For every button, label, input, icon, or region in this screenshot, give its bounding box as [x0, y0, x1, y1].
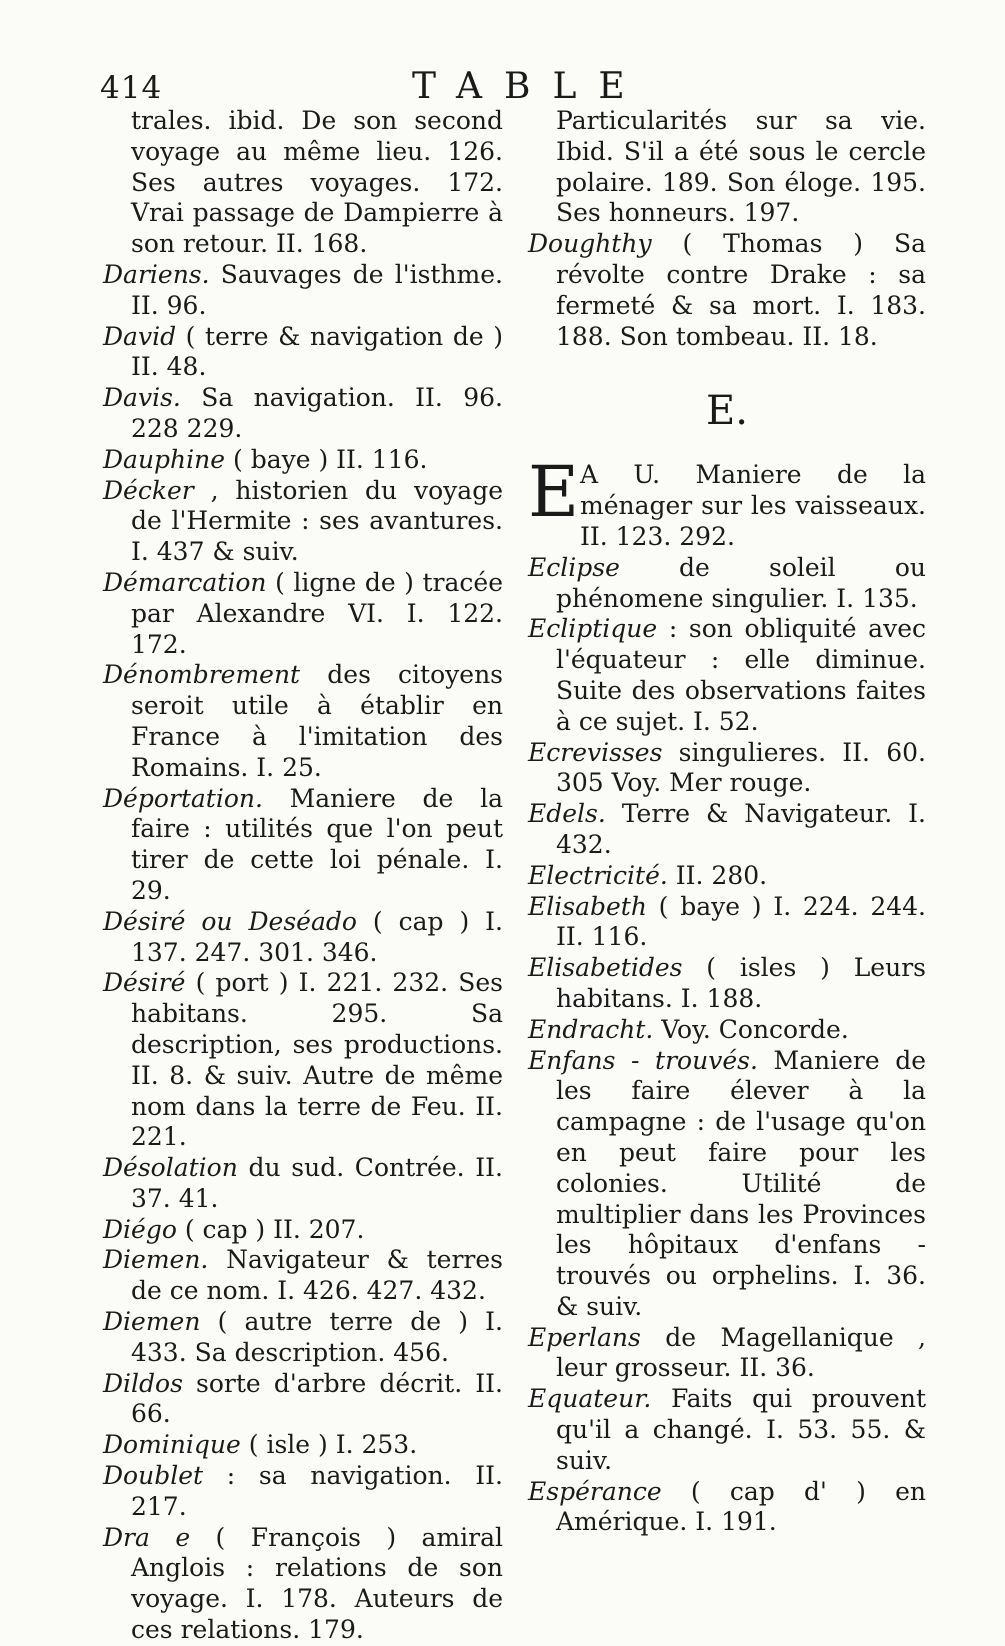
index-entry [528, 738, 926, 800]
index-entry [528, 1323, 926, 1385]
index-entry [528, 1477, 926, 1539]
index-entry [528, 1384, 926, 1476]
entry-term: Dominique [103, 1430, 241, 1460]
entry-term: Diemen. [103, 1245, 209, 1275]
entry-references: des citoyens seroit utile à établir en France à l'imitation des Romains. I. 25. [131, 660, 503, 782]
index-entry [528, 892, 926, 954]
dropcap-entry-text: A U. Maniere de la ménager sur les vaisseaux. II. 123. 292. [580, 460, 926, 551]
entry-references: ( Thomas ) Sa révolte contre Drake : sa fermeté & sa mort. I. 183. 188. Son tombeau. II. 18. [556, 229, 926, 351]
index-entry [103, 1215, 503, 1246]
entry-references: , historien du voyage de l'Hermite : ses avantures. I. 437 & suiv. [131, 475, 503, 567]
entry-references: ( François ) amiral Anglois : relations de son voyage. I. 178. Auteurs de ces relations. 179. [131, 1522, 503, 1645]
entry-term: Doublet [103, 1461, 204, 1491]
entry-term: Elisabeth [528, 891, 647, 921]
entry-references: ( ligne de ) tracée par Alexandre VI. I. 122. 172. [131, 567, 503, 659]
entry-references: ( port ) I. 221. 232. Ses habitans. 295. Sa description, ses productions. II. 8. & suiv. Autre de même nom dans la terre de Feu. II. 221. [131, 968, 503, 1152]
index-entry [103, 1430, 503, 1461]
entry-references: : son obliquité avec l'équateur : elle diminue. Suite des observations faites à ce sujet. I. 52. [556, 614, 926, 736]
index-entry [103, 784, 503, 907]
index-entry [103, 260, 503, 322]
entry-references: Terre & Navigateur. I. 432. [556, 799, 926, 859]
index-entry [103, 1245, 503, 1307]
entry-references: ( autre terre de ) I. 433. Sa description. 456. [131, 1307, 503, 1367]
entry-references: de Magellanique , leur grosseur. II. 36. [556, 1322, 926, 1383]
entry-term: Dariens. [103, 259, 210, 289]
entry-term: Electricité. [528, 860, 668, 890]
entry-term: Dénombrement [103, 660, 301, 690]
index-entry [103, 383, 503, 445]
entry-references: ( baye ) I. 224. 244. II. 116. [556, 891, 926, 952]
entry-term: Elisabetides [528, 953, 683, 983]
entry-term: Davis. [103, 383, 181, 413]
index-entry [528, 1046, 926, 1323]
entry-references: Maniere de la faire : utilités que l'on peut tirer de cette loi pénale. I. 29. [131, 783, 503, 905]
right-column [528, 106, 926, 1538]
section-letter-heading: E. [706, 388, 748, 435]
page-header [0, 66, 1005, 110]
index-entry [528, 229, 926, 352]
entry-references: singulieres. II. 60. 305 Voy. Mer rouge. [556, 737, 926, 798]
entry-references: ( isle ) I. 253. [240, 1430, 418, 1460]
index-entry [103, 1461, 503, 1523]
index-entries-right-e [528, 553, 926, 1539]
entry-references: Sa navigation. II. 96. 228 229. [131, 383, 503, 443]
page-number: 414 [100, 70, 163, 106]
index-entry [528, 1015, 926, 1046]
index-entry [528, 799, 926, 861]
entry-term: Ecrevisses [528, 737, 663, 767]
entry-references: Navigateur & terres de ce nom. I. 426. 427. 432. [131, 1245, 503, 1306]
index-entry [103, 322, 503, 384]
entry-references: Sauvages de l'isthme. II. 96. [131, 259, 503, 320]
continuation-text: Particularités sur sa vie. Ibid. S'il a été sous le cercle polaire. 189. Son éloge. 195. Ses honneurs. 197. [556, 106, 926, 228]
entry-term: Equateur. [528, 1384, 652, 1414]
entry-term: Dra e [103, 1522, 191, 1552]
index-entry [103, 907, 503, 969]
index-entry [103, 1369, 503, 1431]
entry-term: Déportation. [103, 783, 263, 813]
index-entries-left [103, 260, 503, 1646]
entry-references: sorte d'arbre décrit. II. 66. [131, 1368, 503, 1429]
entry-term: Ecliptique [528, 614, 658, 644]
index-entry [103, 1153, 503, 1215]
entry-references: II. 280. [667, 860, 768, 890]
index-entry [103, 445, 503, 476]
entry-term: Espérance [528, 1476, 662, 1506]
entry-term: Démarcation [103, 567, 267, 597]
running-title: TABLE [412, 66, 647, 107]
entry-term: Désolation [103, 1153, 238, 1183]
entry-references: ( cap ) II. 207. [176, 1214, 365, 1244]
entry-term: Eperlans [528, 1322, 641, 1352]
entry-term: Edels. [528, 799, 606, 829]
entry-references: ( cap ) I. 137. 247. 301. 346. [131, 906, 503, 967]
index-entry [528, 614, 926, 737]
entry-references: ( isles ) Leurs habitans. I. 188. [556, 953, 926, 1013]
index-entry [103, 660, 503, 783]
index-entry [103, 568, 503, 660]
entry-term: Désiré ou Deséado [103, 906, 357, 936]
entry-references: ( baye ) II. 116. [225, 444, 428, 474]
left-column [103, 106, 503, 1646]
entry-references: de soleil ou phénomene singulier. I. 135. [556, 552, 926, 613]
index-entry [103, 476, 503, 568]
index-entry [103, 1307, 503, 1369]
entry-term: Doughthy [528, 229, 652, 259]
entry-references: ( terre & navigation de ) II. 48. [131, 321, 503, 382]
entry-references: Maniere de les faire élever à la campagne : de l'usage qu'on en peut faire pour les colonies. Utilité de multiplier dans les Provinces les hôpitaux d'enfans - trouvés ou orphelins. I. 36. & suiv. [556, 1045, 926, 1321]
continuation-text: trales. ibid. De son second voyage au même lieu. 126. Ses autres voyages. 172. Vrai passage de Dampierre à son retour. II. 168. [131, 106, 503, 259]
entry-term: Dauphine [103, 444, 226, 474]
entry-references: Faits qui prouvent qu'il a changé. I. 53. 55. & suiv. [556, 1384, 926, 1475]
entry-term: Endracht. [528, 1014, 654, 1044]
entry-references: du sud. Contrée. II. 37. 41. [131, 1153, 503, 1213]
entry-references: : sa navigation. II. 217. [131, 1461, 503, 1521]
entry-references: ( cap d' ) en Amérique. I. 191. [556, 1476, 926, 1537]
index-entry [103, 968, 503, 1153]
drop-cap: E [528, 451, 580, 534]
entry-term: Enfans - trouvés. [528, 1045, 758, 1075]
entry-references: Voy. Concorde. [653, 1014, 849, 1044]
entry-term: Eclipse [528, 552, 620, 582]
entry-term: Diégo [103, 1214, 177, 1244]
entry-term: Dildos [103, 1368, 183, 1398]
entry-term: David [103, 321, 177, 351]
entry-term: Décker [103, 475, 194, 505]
index-entries-right-d [528, 229, 926, 352]
index-entry [103, 1523, 503, 1646]
index-entry [528, 553, 926, 615]
index-entry [528, 861, 926, 892]
entry-term: Désiré [103, 968, 186, 998]
index-entry [528, 953, 926, 1015]
entry-term: Diemen [103, 1307, 201, 1337]
dropcap-entry [528, 451, 926, 552]
